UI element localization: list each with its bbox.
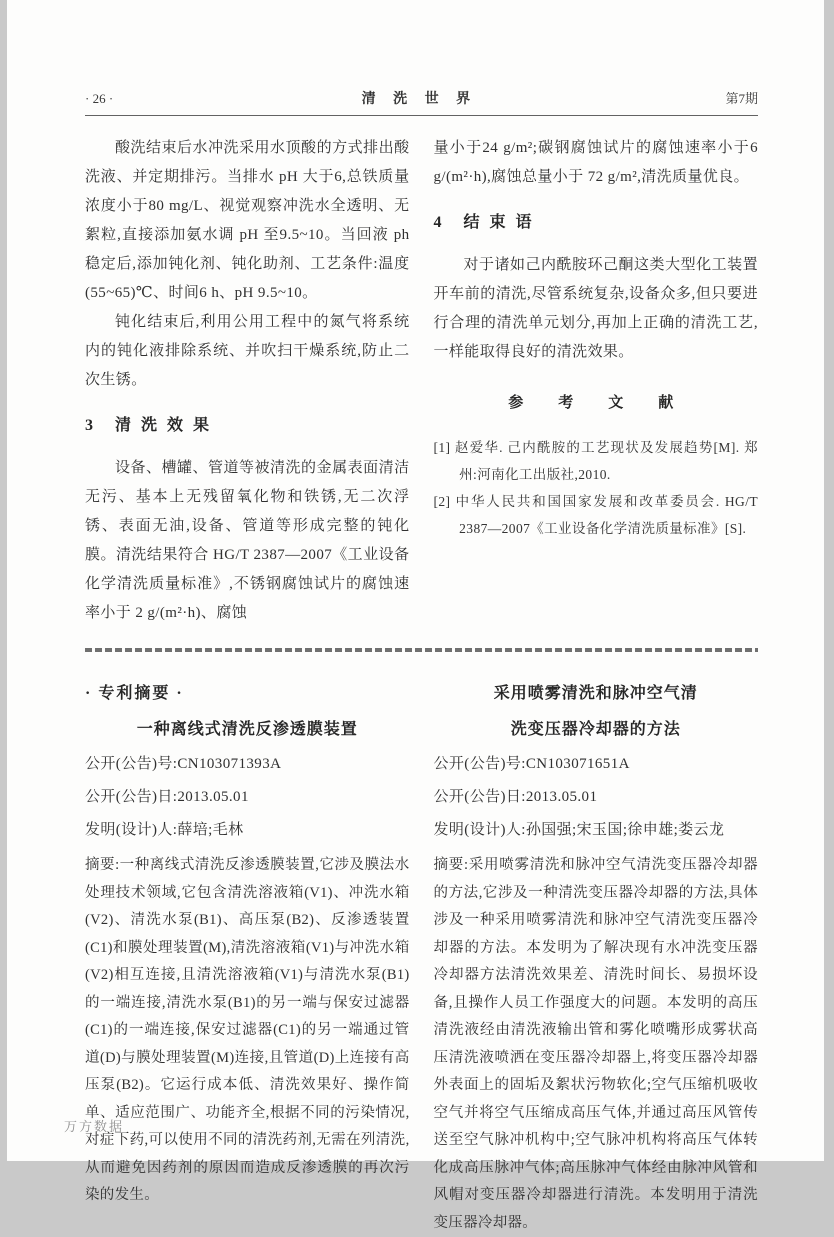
- journal-title: 清 洗 世 界: [361, 92, 478, 107]
- patent-abstracts-section: [85, 676, 758, 1237]
- publication-number: 公开(公告)号:CN103071651A: [433, 756, 630, 772]
- page-number: · 26 ·: [85, 91, 114, 106]
- patent-left: [85, 676, 410, 1237]
- section-heading-3: 3 清 洗 效 果: [85, 417, 213, 434]
- article-left-column: [85, 134, 410, 628]
- publication-number: 公开(公告)号:CN103071393A: [85, 756, 282, 772]
- article-right-column: [434, 134, 759, 628]
- inventors: 发明(设计)人:孙国强;宋玉国;徐申雄;娄云龙: [433, 822, 725, 838]
- wanfang-watermark: 万方数据: [64, 1119, 125, 1134]
- page-header: [85, 88, 758, 108]
- paragraph: 设备、槽罐、管道等被清洗的金属表面清洁无污、基本上无残留氧化物和铁锈,无二次浮锈、表面无油,设备、管道等形成完整的钝化膜。清洗结果符合 HG/T 2387—2007《工业设备化学清洗质量标准》,不锈钢腐蚀试片的腐蚀速率小于 2 g/(m²·h)、腐蚀: [85, 460, 410, 621]
- patent-right: [434, 676, 759, 1237]
- patent-title-line1: 采用喷雾清洗和脉冲空气清: [493, 685, 698, 702]
- patent-title-line2: 洗变压器冷却器的方法: [510, 721, 681, 738]
- paragraph-continuation: 量小于24 g/m²;碳钢腐蚀试片的腐蚀速率小于6 g/(m²·h),腐蚀总量小于 72 g/m²,清洗质量优良。: [433, 140, 758, 185]
- paragraph: 钝化结束后,利用公用工程中的氮气将系统内的钝化液排除系统、并吹扫干燥系统,防止二次生锈。: [85, 314, 410, 388]
- patent-section-label: · 专利摘要 ·: [85, 685, 184, 702]
- issue-number: 第7期: [725, 91, 758, 106]
- publication-date: 公开(公告)日:2013.05.01: [85, 789, 249, 805]
- section-heading-4: 4 结 束 语: [433, 214, 535, 231]
- patent-abstract-text: 摘要:一种离线式清洗反渗透膜装置,它涉及膜法水处理技术领域,它包含清洗溶液箱(V1)、冲洗水箱(V2)、清洗水泵(B1)、高压泵(B2)、反渗透装置(C1)和膜处理装置(M),清洗溶液箱(V1)与冲洗水箱(V2)相互连接,且清洗溶液箱(V1)与清洗水泵(B1)的一端连接,清洗水泵(B1)的另一端与保安过滤器(C1)的一端连接,保安过滤器(C1)的另一端通过管道(D)与膜处理装置(M)连接,且管道(D)上连接有高压泵(B2)。它运行成本低、清洗效果好、操作简单、适应范围广、功能齐全,根据不同的污染情况,对症下药,可以使用不同的清洗药剂,无需在列清洗,从而避免因药剂的原因而造成反渗透膜的再次污染的发生。: [85, 857, 410, 1203]
- header-rule: [85, 115, 758, 116]
- scanned-journal-page: [7, 0, 824, 1231]
- ornamental-divider: [85, 648, 758, 652]
- patent-title: 一种离线式清洗反渗透膜装置: [136, 721, 358, 738]
- reference-item: [1] 赵爱华. 己内酰胺的工艺现状及发展趋势[M]. 郑州:河南化工出版社,2010.: [433, 440, 758, 482]
- reference-item: [2] 中华人民共和国国家发展和改革委员会. HG/T 2387—2007《工业设备化学清洗质量标准》[S].: [433, 494, 758, 536]
- inventors: 发明(设计)人:薛培;毛林: [85, 822, 244, 838]
- publication-date: 公开(公告)日:2013.05.01: [433, 789, 598, 805]
- references-heading: 参 考 文 献: [508, 395, 684, 411]
- paragraph: 酸洗结束后水冲洗采用水顶酸的方式排出酸洗液、并定期排污。当排水 pH 大于6,总铁质量浓度小于80 mg/L、视觉观察冲洗水全透明、无絮粒,直接添加氨水调 pH 至9.5~10。当回液 ph 稳定后,添加钝化剂、钝化助剂、工艺条件:温度(55~65)℃、时间6 h、pH 9.5~10。: [85, 140, 410, 301]
- article-body: [85, 134, 758, 628]
- page-content: [7, 0, 824, 1237]
- paragraph: 对于诸如己内酰胺环己酮这类大型化工装置开车前的清洗,尽管系统复杂,设备众多,但只要进行合理的清洗单元划分,再加上正确的清洗工艺,一样能取得良好的清洗效果。: [433, 257, 758, 360]
- patent-abstract-text: 摘要:采用喷雾清洗和脉冲空气清洗变压器冷却器的方法,它涉及一种清洗变压器冷却器的方法,具体涉及一种采用喷雾清洗和脉冲空气清洗变压器冷却器的方法。本发明为了解决现有水冲洗变压器冷却器方法清洗效果差、清洗时间长、易损坏设备,且操作人员工作强度大的问题。本发明的高压清洗液经由清洗液输出管和雾化喷嘴形成雾状高压清洗液喷洒在变压器冷却器上,将变压器冷却器外表面上的固垢及絮状污物软化;空气压缩机吸收空气并将空气压缩成高压气体,并通过高压风管传送至空气脉冲机构中;空气脉冲机构将高压气体转化成高压脉冲气体;高压脉冲气体经由脉冲风管和风帽对变压器冷却器进行清洗。本发明用于清洗变压器冷却器。: [433, 857, 758, 1231]
